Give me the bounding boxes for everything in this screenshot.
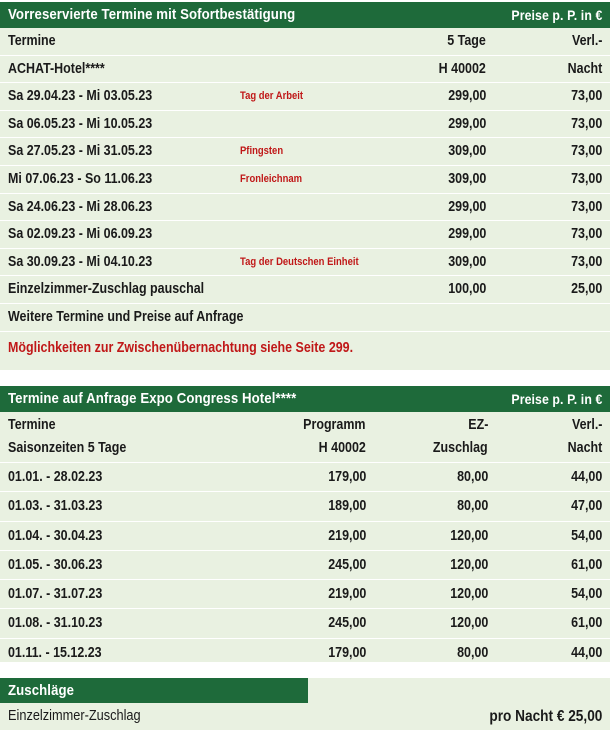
table-row [0,492,610,521]
row-period: 01.04. - 30.04.23 [8,527,103,544]
row-price: 299,00 [447,115,486,132]
row-price: 309,00 [447,143,486,160]
table-row [0,249,610,277]
row-night: 73,00 [570,88,602,105]
table-row [0,221,610,249]
seasons-label: Saisonzeiten 5 Tage [8,440,127,456]
verl-label: Verl.- [571,33,602,49]
surcharge-label: Einzelzimmer-Zuschlag [8,708,141,724]
row-holiday-note: Fronleichnam [240,172,303,185]
row-program: 189,00 [327,498,366,515]
row-night: 47,00 [570,498,602,515]
row-ez: 80,00 [456,469,488,485]
row-ez: 80,00 [456,498,488,515]
single-room-row [0,276,610,304]
interim-note-row [0,332,610,364]
table-row [0,194,610,222]
section3-box [0,678,610,730]
table-row [0,463,610,492]
hotel-label: ACHAT-Hotel**** [8,60,105,77]
section2-title: Termine auf Anfrage Expo Congress Hotel**** [8,390,297,407]
section2-table [0,412,610,662]
table-row [0,551,610,580]
row-price: 309,00 [447,253,486,270]
nacht-label: Nacht [567,440,602,456]
section2-prices-note: Preise p. P. in € [511,391,602,407]
programm-label: Programm [303,417,366,433]
table-row [0,83,610,111]
row-dates: Sa 29.04.23 - Mi 03.05.23 [8,88,153,105]
table-row [0,111,610,139]
section1-prices-note: Preise p. P. in € [511,7,602,23]
row-night: 61,00 [570,615,602,632]
row-price: 299,00 [447,88,486,105]
row-dates: Sa 02.09.23 - Mi 06.09.23 [8,226,153,243]
row-program: 245,00 [327,615,366,632]
verl-label: Verl.- [571,417,602,433]
section2-header [0,386,610,412]
section2-header-row2 [0,436,610,463]
row-dates: Sa 27.05.23 - Mi 31.05.23 [8,143,153,160]
surcharge-row [0,703,610,730]
table-row [0,639,610,668]
ez-label: EZ- [467,417,488,433]
row-period: 01.11. - 15.12.23 [8,644,102,661]
row-program: 219,00 [327,527,366,544]
row-night: 73,00 [570,115,602,132]
zuschlag-label: Zuschlag [433,440,488,456]
section1-title: Vorreservierte Termine mit Sofortbestätigung [8,6,296,23]
table-row [0,609,610,638]
section2-header-row1 [0,414,610,436]
row-night: 54,00 [570,527,602,544]
nacht-label: Nacht [567,60,602,77]
row-program: 179,00 [327,469,366,485]
single-room-night: 25,00 [570,281,602,298]
table-row [0,166,610,194]
row-holiday-note: Pfingsten [240,145,284,158]
row-ez: 80,00 [456,644,488,661]
row-price: 299,00 [447,226,486,243]
single-room-price: 100,00 [447,281,486,298]
row-dates: Mi 07.06.23 - So 11.06.23 [8,170,153,187]
row-night: 73,00 [570,226,602,243]
row-ez: 120,00 [449,615,488,632]
row-holiday-note: Tag der Arbeit [240,90,304,103]
row-night: 61,00 [570,556,602,573]
row-period: 01.08. - 31.10.23 [8,615,103,632]
row-ez: 120,00 [449,556,488,573]
section1-table [0,28,610,370]
row-holiday-note: Tag der Deutschen Einheit [240,255,359,268]
surcharge-value: pro Nacht € 25,00 [489,708,602,725]
single-room-label: Einzelzimmer-Zuschlag pauschal [8,281,205,298]
row-dates: Sa 06.05.23 - Mi 10.05.23 [8,115,153,132]
row-period: 01.07. - 31.07.23 [8,586,103,603]
row-night: 73,00 [570,143,602,160]
row-price: 299,00 [447,198,486,215]
row-night: 54,00 [570,586,602,603]
row-program: 219,00 [327,586,366,603]
row-night: 73,00 [570,253,602,270]
more-dates-text: Weitere Termine und Preise auf Anfrage [8,308,244,325]
interim-note-text: Möglichkeiten zur Zwischenübernachtung siehe Seite 299. [8,339,354,356]
table-row [0,138,610,166]
row-program: 179,00 [327,644,366,661]
section3-title: Zuschläge [8,682,75,699]
row-night: 44,00 [570,469,602,485]
section1-header-row1 [0,28,610,56]
section1-header-row2 [0,56,610,84]
row-dates: Sa 30.09.23 - Mi 04.10.23 [8,253,153,270]
row-price: 309,00 [447,170,486,187]
row-program: 245,00 [327,556,366,573]
termine-label: Termine [8,33,56,49]
row-night: 73,00 [570,170,602,187]
section1-header [0,2,610,28]
code-label: H 40002 [438,60,486,77]
days-label: 5 Tage [447,33,486,49]
termine-label: Termine [8,417,56,433]
row-dates: Sa 24.06.23 - Mi 28.06.23 [8,198,153,215]
table-row [0,580,610,609]
code-label: H 40002 [318,440,366,456]
row-period: 01.01. - 28.02.23 [8,469,103,485]
row-ez: 120,00 [449,527,488,544]
row-period: 01.03. - 31.03.23 [8,498,103,515]
section3-header [0,678,308,703]
row-period: 01.05. - 30.06.23 [8,556,103,573]
row-night: 44,00 [570,644,602,661]
table-row [0,522,610,551]
row-ez: 120,00 [449,586,488,603]
more-dates-row [0,304,610,332]
row-night: 73,00 [570,198,602,215]
